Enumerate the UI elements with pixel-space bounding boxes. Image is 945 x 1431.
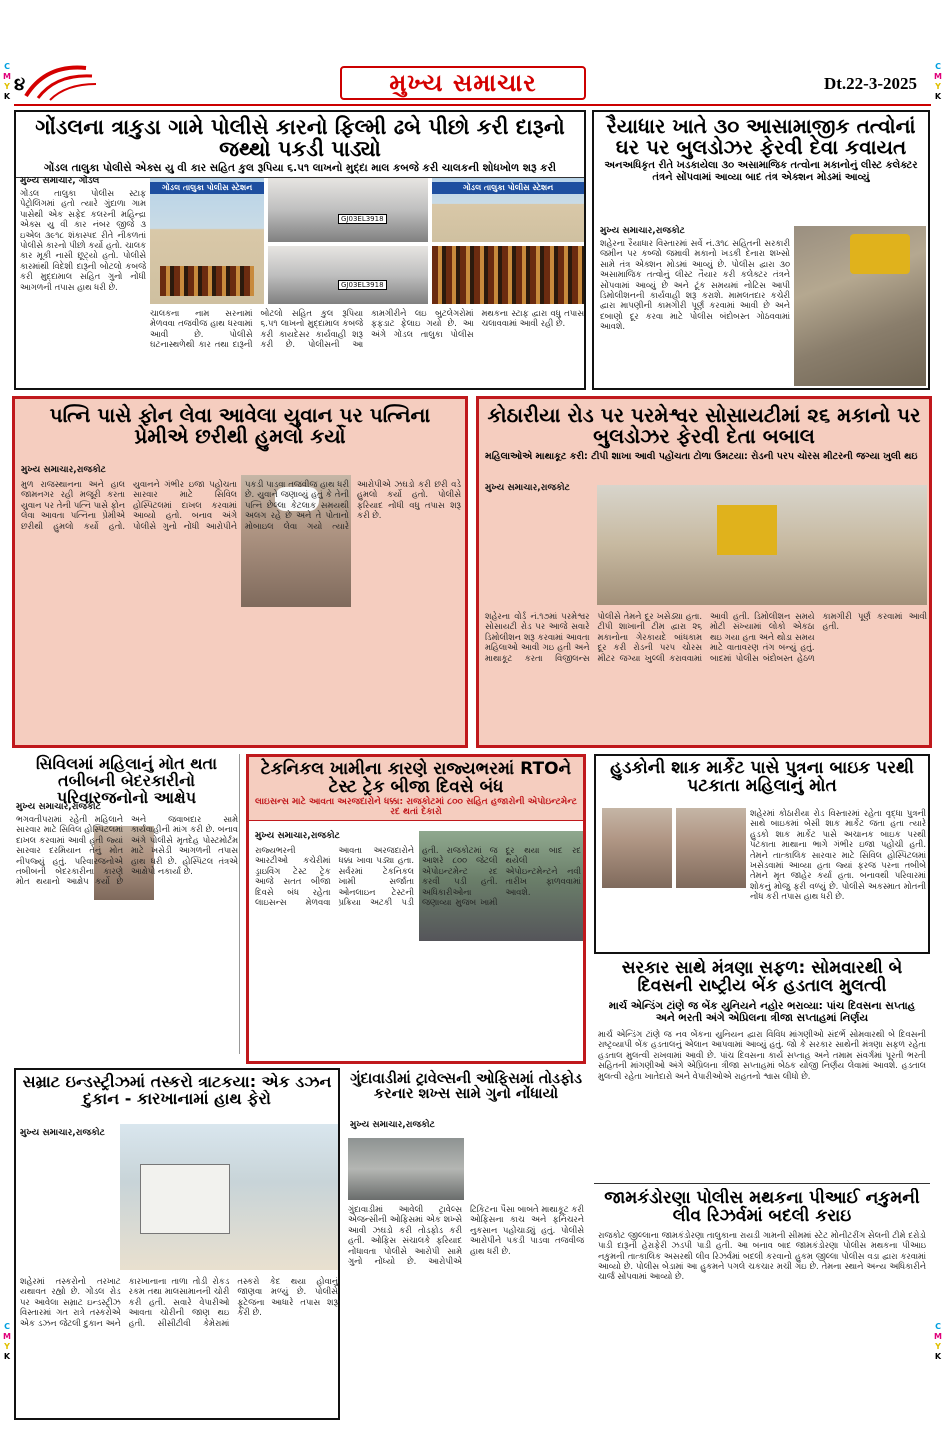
section-title: મુખ્ય સમાચાર [340, 66, 586, 100]
story-dateline: મુખ્ય સમાચાર,રાજકોટ [21, 465, 106, 475]
story-headline: રૈયાધાર ખાતે ૩૦ આસામાજીક તત્વોનાં ઘર પર બુલડોઝર ફેરવી દેવા કવાયત [606, 114, 916, 159]
story-subhead: માર્ચ એન્ડિંગ ટાંણે જ બેંક યુનિયને નહોર ભરાવ્યા: પાંચ દિવસના સપ્તાહ અને ભરતી અંગે એપ્રિલના ત્રીજા સપ્તાહમાં નિર્ણય [608, 999, 916, 1025]
story-column [600, 226, 790, 332]
story-hudco-death [594, 754, 930, 954]
masthead-rule [14, 104, 931, 106]
story-body: ગોંડલ તાલુકા પોલીસ સ્ટાફ પેટ્રોલિંગમાં હતો ત્યારે ગુંદાળા ગામ પાસેથી એક સફેદ કલરની મહિન્દ્રા એક્સ યુ વી કાર નંબર જીજે ૩ ઇએલ ૩૯૧૮ શંકાસ્પદ રીતે નીકળતાં પોલીસે કારનો પીછો કર્યો હતો. ચાલક કાર મૂકી નાસી છૂટ્યો હતો. પોલીસે કારમાંથી વિદેશી દારૂની બોટલો કબજે કરી મુદ્દામાલ સહિત ગુનો નોંધી આગળની તપાસ હાથ ધરી છે. [20, 188, 146, 292]
story-kothariya-bulldozer [476, 396, 932, 748]
story-body: મુળ રાજસ્થાનના અને હાલ જામનગર રહી મજૂરી કરતા યુવાન પર તેની પત્નિ પાસે ફોન લેવા આવતા પત્નિના પ્રેમીએ છરીથી હુમલો કર્યો હતો. યુવાનને ગંભીર ઇજા પહોંચતા સારવાર માટે સિવિલ હોસ્પિટલમાં દાખલ કરવામાં આવ્યો હતો. બનાવ અંગે પોલીસે ગુનો નોંધી આરોપીને પકડી પાડવા તજવીજ હાથ ધરી છે. યુવાને જણાવ્યું હતું કે તેની પત્નિ છેલ્લા કેટલાક સમયથી અલગ રહે છે અને તે પોતાનો મોબાઇલ લેવા ગયો ત્યારે આરોપીએ ઝઘડો કરી છરી વડે હુમલો કર્યો હતો. પોલીસે ફરિયાદ નોંધી વધુ તપાસ શરૂ કરી છે. [21, 479, 461, 531]
story-header [249, 757, 583, 821]
story-column-left [20, 1128, 120, 1140]
story-dateline: મુખ્ય સમાચાર,રાજકોટ [485, 483, 570, 493]
story-dateline: મુખ્ય સમાચાર,રાજકોટ [20, 1128, 105, 1138]
story-body: રાજકોટ જીલ્લાના જામકંડોરણા તાલુકાના રાયડી ગામની સીમમાં સ્ટેટ મોનીટરીંગ સેલની ટીમે દરોડો પાડી દારૂની હેરાફેરી ઝડપી પાડી હતી. આ બનાવ બાદ જામકંડોરણા પોલીસ મથકના પીઆઇ નકુમની તાત્કાલિક અસરથી લીવ રિઝર્વમાં બદલી કરવાનો હુકમ જીલ્લા પોલીસ વડા દ્વારા કરવામાં આવ્યો છે. પોલીસ બેડામાં આ હુકમને પગલે ચકચાર મચી ગઇ છે. તેમના સ્થાને અન્ય અધિકારીને ચાર્જ સોંપવામાં આવ્યો છે. [598, 1229, 926, 1282]
story-subhead: મહિલાઓએ માથાકૂટ કરી: ટીપી શાખા આવી પહોંચતા ટોળા ઉમટયા: રોડની પરપ ચોરસ મીટરની જગ્યા ખુલી થઇ [485, 451, 918, 462]
story-dateline: મુખ્ય સમાચાર, ગોંડલ [20, 176, 100, 186]
demolition-crowd-photo [597, 485, 927, 605]
story-body: શહેરમાં કોઠારીયા રોડ વિસ્તારમાં રહેતા વૃદ્ધા પુત્રની સાથે બાઇકમાં બેસી શાક માર્કેટ જતા હતા ત્યારે હુડકો શાક માર્કેટ પાસે અચાનક બાઇક પરથી પટકાતા માથાના ભાગે ગંભીર ઇજા પહોંચી હતી. તેમને તાત્કાલિક સારવાર માટે સિવિલ હોસ્પિટલમાં ખસેડવામાં આવ્યા હતા જ્યાં ફરજ પરના તબીબે તેમને મૃત જાહેર કર્યા હતા. બનાવથી પરિવારમાં શોકનું મોજુ ફરી વળ્યું છે. પોલીસે અકસ્માત મોતની નોંધ કરી તપાસ હાથ ધરી છે. [750, 808, 926, 902]
story-column [350, 1120, 468, 1132]
story-headline: પત્નિ પાસે ફોન લેવા આવેલા યુવાન પર પત્નિના પ્રેમીએ છરીથી હુમલો કર્યો [49, 403, 431, 448]
story-column [255, 831, 415, 843]
story-civil-death [14, 754, 240, 1054]
story-subhead: લાઇસન્સ માટે આવતા અરજદારોને ધક્કા: રાજકોટમાં ૮૦૦ સહિત હજારોની એપોઇન્ટમેન્ટ રદ થતાં દેકારો [255, 796, 577, 818]
story-body: શહેરના રૈયાધાર વિસ્તારમાં સર્વે નં.૩૧૮ સહિતની સરકારી જમીન પર કબ્જો જમાવી મકાનો ખડકી દેનારા શખ્સો સામે તંત્ર એક્શન મોડમાં આવ્યું છે. પોલીસ દ્વારા ૩૦ અસામાજિક તત્વોનું લીસ્ટ તૈયાર કરી કલેક્ટર તંત્રને સોંપવામાં આવ્યું છે અને ટૂંક સમયમાં નોટિસ આપી ડિમોલીશનની કાર્યવાહી શરૂ કરાશે. મામલતદાર કચેરી દ્વારા માપણીની કામગીરી પૂર્ણ કરવામાં આવી છે અને દબાણો દૂર કરવા માટે પોલીસ બંદોબસ્ત ગોઠવવામાં આવશે. [600, 238, 790, 332]
story-travels-vandalism [346, 1068, 586, 1420]
story-body-bottom: ચાલકના નામ સરનામાં મેળવવા તજવીજ હાથ ધરવામાં આવી છે. પોલીસે ઘટનાસ્થળેથી કાર તથા દારૂની બોટલો સહિત કુલ રૂપિયા ૬.૫૧ લાખનો મુદ્દામાલ કબજે કરી કાયદેસર કાર્યવાહી શરૂ કરી છે. પોલીસની આ કામગીરીને લઇ બુટલેગરોમાં ફફડાટ ફેલાઇ ગયો છે. આ અંગે ગોંડલ તાલુકા પોલીસ મથકના સ્ટાફ દ્વારા વધુ તપાસ ચલાવવામાં આવી રહી છે. [150, 308, 584, 350]
story-dateline: મુખ્ય સમાચાર,રાજકોટ [350, 1120, 435, 1130]
story-column-left [485, 483, 595, 495]
story-body: શહેરના વોર્ડ નં.૧૭માં પરમેશ્વર સોસાયટી રોડ પર આજે સવારે ડિમોલીશન શરૂ કરવામાં આવતા મહિલાઓ આવી ગઇ હતી અને માથાકૂટ કરતા વિજીલન્સ પોલીસે તેમને દૂર ખસેડ્યા હતા. ટીપી શાખાની ટીમ દ્વારા ૨૬ મકાનોના ગેરકાયદે બાંધકામ દૂર કરી રોડની પરપ ચોરસ મીટર જગ્યા ખુલ્લી કરાવવામાં આવી હતી. ડિમોલીશન સમયે મોટી સંખ્યામાં લોકો એકઠા થઇ ગયા હતા અને થોડા સમય માટે વાતાવરણ તંગ બન્યું હતું. બાદમાં પોલીસ બંદોબસ્ત હેઠળ કામગીરી પૂર્ણ કરવામાં આવી હતી. [485, 611, 927, 663]
police-station-photo-2: ગોંડલ તાલુકા પોલીસ સ્ટેશન [432, 178, 584, 242]
story-headline: કોઠારીયા રોડ પર પરમેશ્વર સોસાયટીમાં ૨૬ મકાનો પર બુલડોઝર ફેરવી દેતા બબાલ [487, 403, 921, 448]
story-headline: સમ્રાટ ઇન્ડસ્ટ્રીઝમાં તસ્કરો ત્રાટકયા: એક ડઝન દુકાન - કારખાનામાં હાથ ફેરો [22, 1072, 332, 1108]
story-body: રાજ્યભરની આરટીઓ કચેરીમાં ડ્રાઇવિંગ ટેસ્ટ ટ્રેક આજે સતત બીજા દિવસે બંધ રહેતા લાઇસન્સ મેળવવા આવતા અરજદારોને ધક્કા ખાવા પડ્યા હતા. સર્વરમાં ટેકનિકલ ખામી સર્જાતા ઓનલાઇન ટેસ્ટની પ્રક્રિયા અટકી પડી હતી. રાજકોટમાં જ આશરે ૮૦૦ જેટલી એપોઇન્ટમેન્ટ રદ કરવી પડી હતી. અધિકારીઓના જણાવ્યા મુજબ ખામી દૂર થયા બાદ રદ થયેલી એપોઇન્ટમેન્ટને નવી તારીખ ફાળવવામાં આવશે. [255, 845, 581, 908]
page-number: ૪ [14, 74, 26, 95]
police-station-photo: ગોંડલ તાલુકા પોલીસ સ્ટેશન [150, 178, 264, 304]
story-body: માર્ચ એન્ડિંગ ટાંણે જ નવ બેંકના યુનિયન દ્વારા વિવિધ માંગણીઓ સંદર્ભે સોમવારથી બે દિવસની રાષ્ટ્રવ્યાપી બેંક હડતાલનું એલાન આપવામાં આવ્યું હતું. જો કે સરકાર સાથેની મંત્રણા સફળ રહેતા હડતાલ મુલત્વી રાખવામાં આવી છે. પાંચ દિવસના કાર્ય સપ્તાહ અને તમામ સંવર્ગમાં પૂરતી ભરતી સહિતની માંગણીઓ અંગે એપ્રિલના ત્રીજા સપ્તાહમાં બેઠક યોજી નિર્ણય લેવામાં આવશે. હડતાલ મુલત્વી રહેતા ખાતેદારો અને વેપારીઓએ રાહતનો શ્વાસ લીધો છે. [598, 1028, 926, 1081]
liquor-bottles-photo [432, 246, 584, 304]
story-headline: ગુંદાવાડીમાં ટ્રાવેલ્સની ઓફિસમાં તોડફોડ કરનાર શખ્સ સામે ગુનો નોંધાયો [350, 1071, 582, 1103]
issue-date: Dt.22-3-2025 [823, 74, 917, 93]
story-dateline: મુખ્ય સમાચાર,રાજકોટ [16, 802, 101, 812]
victim-photo-2 [676, 808, 746, 888]
story-headline: સરકાર સાથે મંત્રણા સફળ: સોમવારથી બે દિવસની રાષ્ટ્રીય બેંક હડતાલ મુલત્વી [621, 958, 903, 996]
registration-mark-right-bottom: C M Y K [934, 1322, 942, 1361]
story-body: શહેરમાં તસ્કરોનો તરખાટ યથાવત રહ્યો છે. ગોંડલ રોડ પર આવેલા સમ્રાટ ઇન્ડસ્ટ્રીઝ વિસ્તારમાં ગત રાત્રે તસ્કરોએ એક ડઝન જેટલી દુકાન અને કારખાનાના તાળા તોડી રોકડ રકમ તથા માલસામાનની ચોરી કરી હતી. સવારે વેપારીઓ આવતા ચોરીની જાણ થઇ હતી. સીસીટીવી કેમેરામાં તસ્કરો કેદ થયા હોવાનું જાણવા મળ્યું છે. પોલીસે ફૂટેજના આધારે તપાસ શરૂ કરી છે. [20, 1276, 338, 1328]
cctv-photo [348, 1138, 464, 1200]
story-subhead: અનઅધિકૃત રીતે ખડકાયેલા ૩૦ અસામાજિક તત્વોના મકાનોનું લીસ્ટ કલેક્ટર તંત્રને સોંપવામાં આવ્યા બાદ તંત્ર એક્શન મોડમાં આવ્યું [604, 160, 918, 183]
car-photo-2: GJ03EL3918 [268, 246, 428, 304]
story-body: ગુંદાવાડીમાં આવેલી ટ્રાવેલ્સ એજન્સીની ઓફિસમાં એક શખ્સે આવી ઝઘડો કરી તોડફોડ કરી હતી. ઓફિસ સંચાલકે ફરિયાદ નોંધાવતા પોલીસે આરોપી સામે ગુનો નોંધ્યો છે. આરોપીએ ટિકિટના પૈસા બાબતે માથાકૂટ કરી ઓફિસના કાચ અને ફર્નિચરને નુકસાન પહોંચાડ્યું હતું. પોલીસે આરોપીને પકડી પાડવા તજવીજ હાથ ધરી છે. [348, 1204, 584, 1267]
story-headline: ગોંડલના ત્રાકુડા ગામે પોલીસે કારનો ફિલ્મી ઢબે પીછો કરી દારૂનો જથ્થો પકડી પાડ્યો [35, 115, 565, 162]
story-body: ભગવતીપરામાં રહેતી મહિલાને સારવાર માટે સિવિલ હોસ્પિટલમાં દાખલ કરવામાં આવી હતી જ્યાં સારવાર દરમિયાન તેનું મોત નીપજ્યું હતું. પરિવારજનોએ તબીબની બેદરકારીના કારણે મોત થયાનો આક્ષેપ કર્યો છે અને જવાબદાર સામે કાર્યવાહીની માંગ કરી છે. બનાવ અંગે પોલીસે મૃતદેહ પોસ્ટમોર્ટમ માટે ખસેડી આગળની તપાસ હાથ ધરી છે. હોસ્પિટલ તંત્રએ આક્ષેપો નકાર્યા છે. [16, 814, 238, 887]
demolition-photo [794, 226, 926, 386]
story-rto-track [246, 754, 586, 1064]
story-subhead: ગોંડલ તાલુકા પોલીસે એક્સ યુ વી કાર સહિત કુલ રૂપિયા ૬.૫૧ લાખનો મુદ્દા માલ કબજે કરી ચાલકની શોધખોળ શરૂ કરી [16, 160, 584, 178]
story-headline: જામકંડોરણા પોલીસ મથકના પીઆઈ નકુમની લીવ રિઝર્વમાં બદલી કરાઇ [604, 1188, 920, 1226]
story-dateline: મુખ્ય સમાચાર,રાજકોટ [255, 831, 340, 841]
story-headline: ટેકનિકલ ખામીના કારણે રાજ્યભરમાં RTOને ટેસ્ટ ટ્રેક બીજા દિવસે બંધ [260, 759, 572, 797]
registration-mark-left: C M Y K [3, 62, 11, 101]
victim-photo-1 [602, 808, 672, 888]
story-headline: હુડકોની શાક માર્કેટ પાસે પુત્રના બાઇક પરથી પટકાતા મહિલાનું મોત [610, 758, 914, 796]
car-photo-1: GJ03EL3918 [268, 178, 428, 242]
story-column-left [20, 176, 146, 292]
story-pi-transfer [594, 1188, 930, 1420]
theft-scene-photo [120, 1124, 338, 1270]
story-headline: સિવિલમાં મહિલાનું મોત થતા તબીબની બેદરકારીનો પરિવારજનોનો આક્ષેપ [35, 754, 218, 807]
story-gondal-liquor [14, 110, 586, 390]
newspaper-logo-icon [16, 62, 106, 102]
story-bank-strike [594, 958, 930, 1184]
story-samrat-theft [14, 1068, 340, 1420]
registration-mark-left-bottom: C M Y K [3, 1322, 11, 1361]
registration-mark-right: C M Y K [934, 62, 942, 101]
story-dateline: મુખ્ય સમાચાર,રાજકોટ [600, 226, 685, 236]
story-knife-attack [12, 396, 468, 748]
story-column [16, 802, 238, 1054]
story-raiyadhar-bulldozer [592, 110, 930, 390]
masthead [0, 60, 945, 108]
